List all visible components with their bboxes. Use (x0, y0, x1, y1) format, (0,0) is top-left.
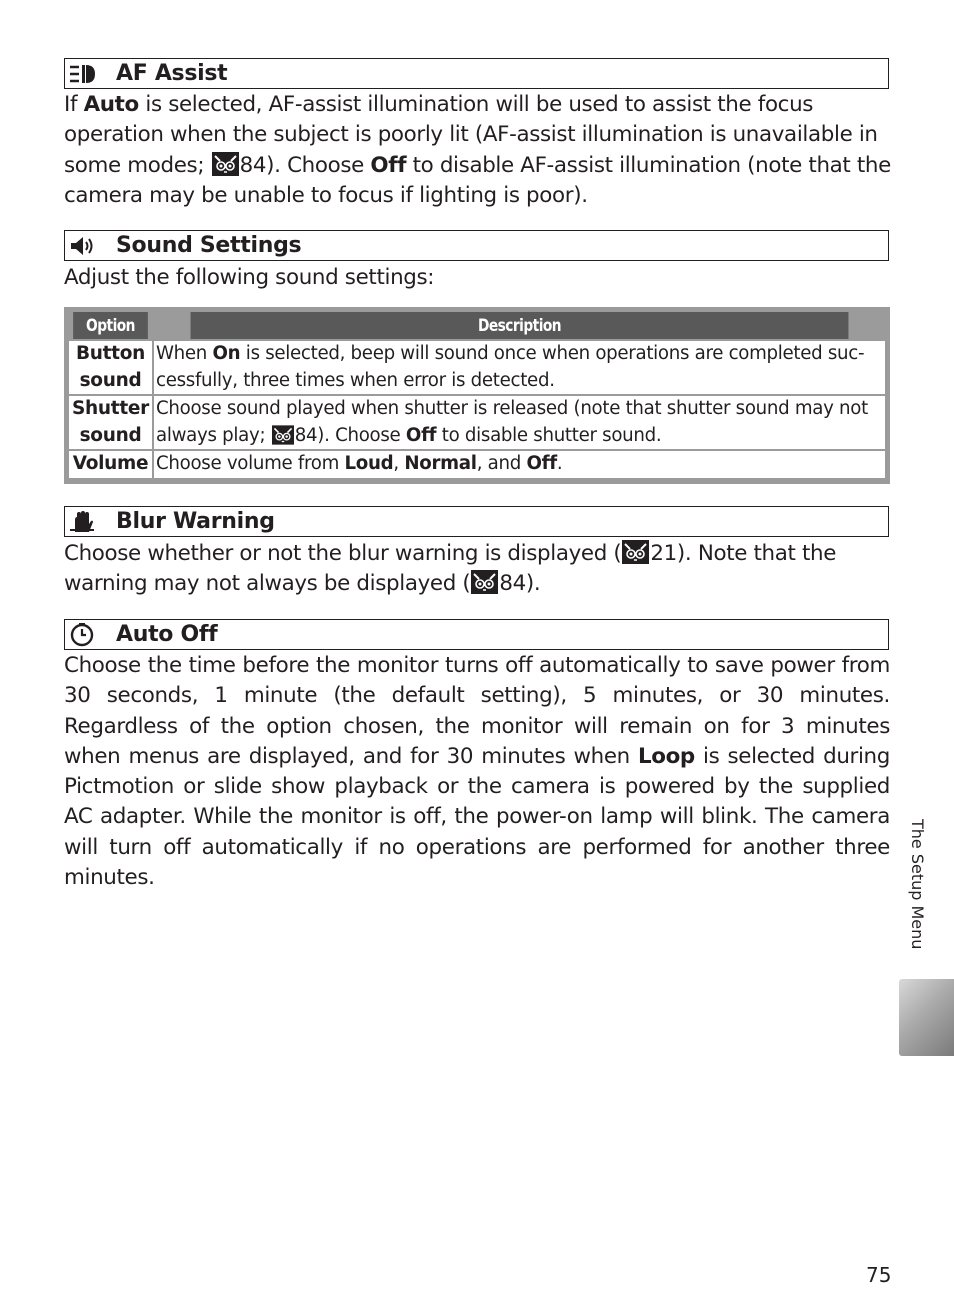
page-reference-icon (212, 152, 239, 176)
column-header-description: Description (191, 312, 849, 339)
page-number: 75 (866, 1263, 892, 1287)
option-cell: Shutter sound (69, 396, 152, 449)
page-reference-icon (471, 570, 498, 594)
blur-warning-text: Choose whether or not the blur warning is displayed ( 21). Note that the warning may not always be displayed ( 84). (64, 541, 837, 597)
section-title: AF Assist (116, 61, 228, 86)
timer-icon (68, 623, 96, 647)
description-cell: When On is selected, beep will sound once when operations are completed suc-cessfully, three times when error is detected. (154, 341, 885, 394)
table-row (69, 341, 885, 394)
option-cell: Volume (69, 451, 152, 478)
description-cell: Choose sound played when shutter is released (note that shutter sound may not always play; 84). Choose Off to disable shutter sound. (154, 396, 885, 449)
blur-warning-header (64, 506, 889, 537)
auto-off-header (64, 619, 889, 650)
chapter-tab (899, 979, 954, 1056)
section-title: Auto Off (116, 622, 218, 647)
sound-settings-header (64, 230, 889, 261)
af-assist-header (64, 58, 889, 89)
description-cell: Choose volume from Loud, Normal, and Off. (154, 451, 885, 478)
sound-settings-intro: Adjust the following sound settings: (64, 265, 435, 290)
sidebar-chapter-label: The Setup Menu (908, 819, 927, 950)
option-cell: Button sound (69, 341, 152, 394)
section-title: Sound Settings (116, 233, 302, 258)
column-header-option: Option (73, 312, 148, 339)
shaking-hand-icon (68, 510, 96, 534)
sound-settings-table (64, 307, 890, 484)
af-assist-text: If Auto is selected, AF-assist illumination will be used to assist the focus operation when the subject is poorly lit (AF-assist illumination is unavailable in some modes; 84). Choose Off to disable AF-assist illumination (note that the camera may be unable to focus if lighting is poor). (64, 92, 891, 208)
page-reference-icon (622, 540, 649, 564)
table-row (69, 396, 885, 449)
page-reference-icon (272, 425, 294, 445)
section-title: Blur Warning (116, 509, 275, 534)
speaker-icon (68, 234, 96, 258)
af-assist-lamp-icon (68, 62, 96, 86)
table-row (69, 451, 885, 478)
auto-off-text: Choose the time before the monitor turns off automatically to save power from 30 seconds, 1 minute (the default setting), 5 minutes, or 30 minutes. Regardless of the option chosen, the monitor will remain on for 3 minutes when menus are displayed, and for 30 minutes when Loop is selected during Pictmotion or slide show playback or the camera is powered by the supplied AC adapter. While the monitor is off, the power-on lamp will blink. The camera will turn off automatically if no operations are performed for another three minutes. (64, 653, 890, 891)
